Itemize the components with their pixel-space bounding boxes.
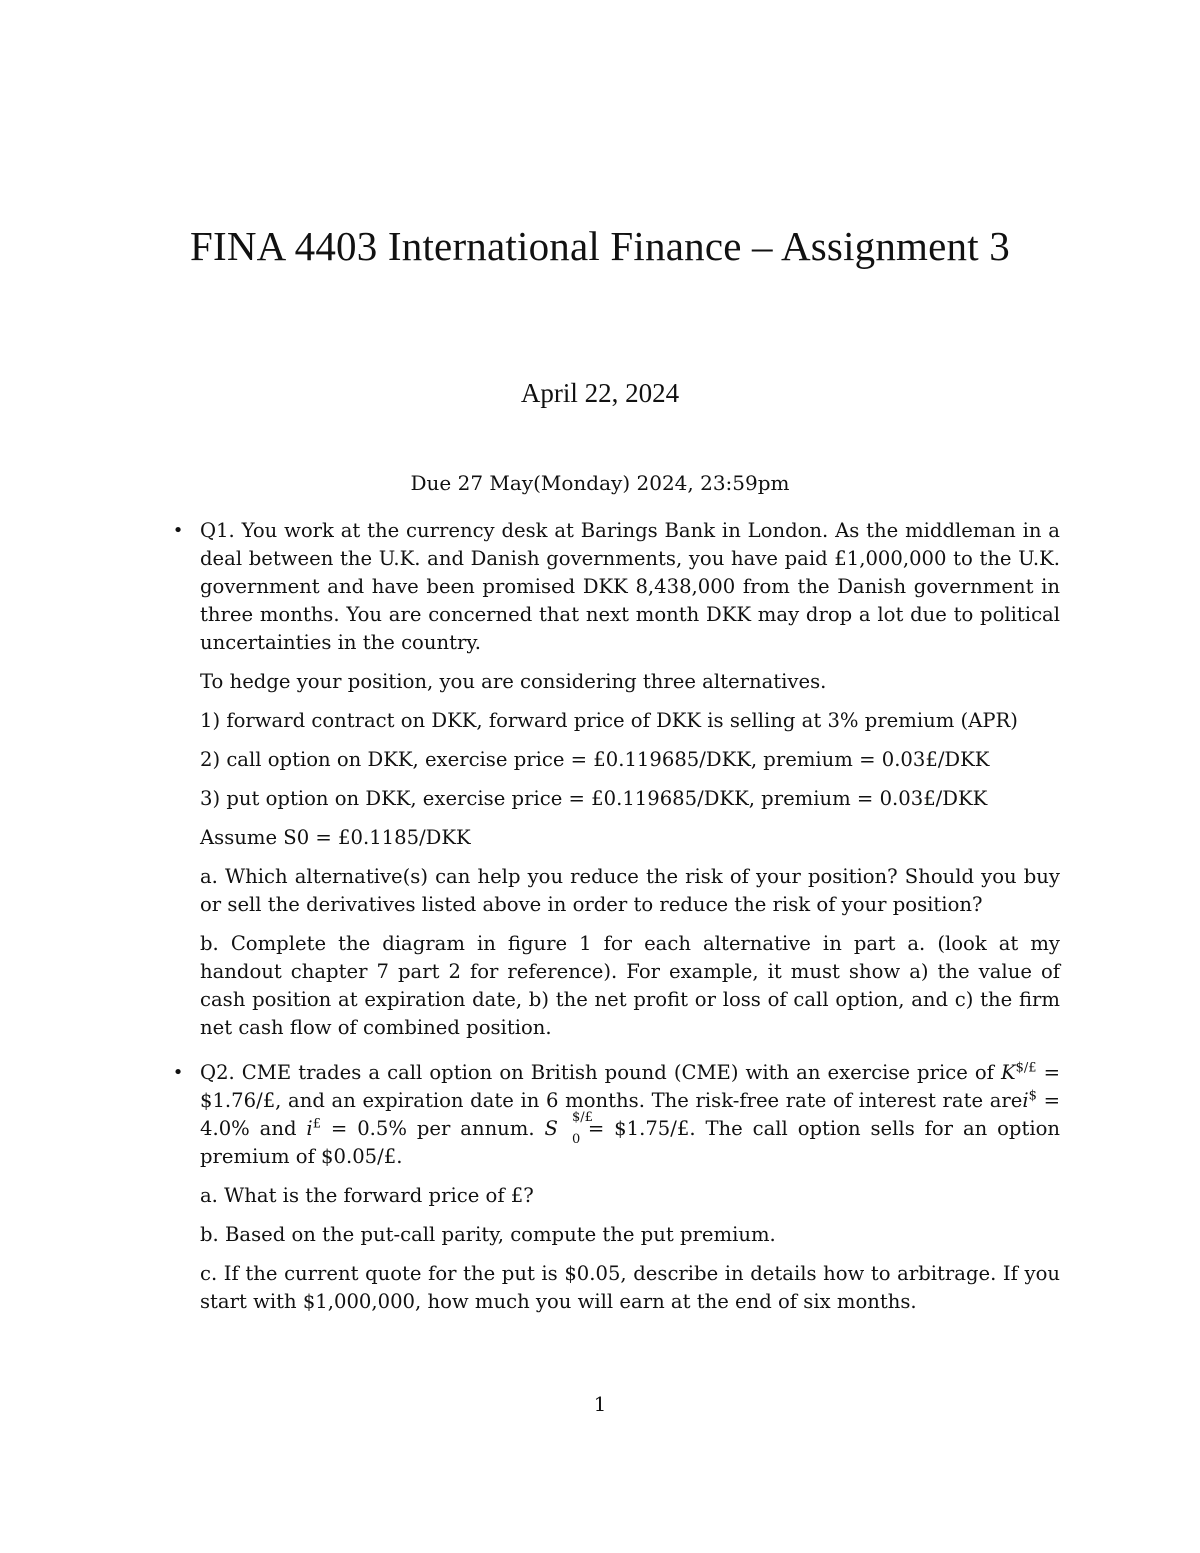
usd-rate-superscript: $: [1028, 1088, 1037, 1104]
q1-alternative-1: 1) forward contract on DKK, forward price of DKK is selling at 3% premium (APR): [200, 709, 1018, 732]
q2-part-c: c. If the current quote for the put is $0.05, describe in details how to arbitrage. If you start with $1,000,000, how much you will earn at the end of six months.: [200, 1262, 1060, 1313]
spot-subscript: 0: [571, 1131, 581, 1147]
q2-text-1: Q2. CME trades a call option on British pound (CME) with an exercise price of: [200, 1061, 994, 1084]
q1-intro: Q1. You work at the currency desk at Barings Bank in London. As the middleman in a deal between the U.K. and Danish governments, you have paid £1,000,000 to the U.K. government and have been promised DKK 8,438,000 from the Danish government in three months. You are concerned that next month DKK may drop a lot due to political uncertainties in the country.: [200, 519, 1060, 654]
q2-intro: [200, 1059, 1060, 1171]
strike-superscript: $/£: [1015, 1060, 1037, 1076]
gbp-rate-superscript: £: [312, 1116, 321, 1132]
bullet-icon: •: [172, 520, 184, 541]
q2-text-2: = $1.76/£, and an expiration date in 6 months. The risk-free rate of interest rate are: [200, 1061, 1061, 1112]
q1-assumption: Assume S0 = £0.1185/DKK: [200, 826, 471, 849]
questions-list: [172, 517, 1061, 1333]
spot-symbol: S: [544, 1117, 558, 1140]
q2-part-a: a. What is the forward price of £?: [200, 1184, 534, 1207]
spot-scripts: [558, 1109, 593, 1147]
document-date: April 22, 2024: [520, 378, 680, 408]
q1-alternative-2: 2) call option on DKK, exercise price = £0.119685/DKK, premium = 0.03£/DKK: [200, 748, 990, 771]
q1-hedge: To hedge your position, you are considering three alternatives.: [200, 670, 827, 693]
strike-symbol: K: [1000, 1061, 1016, 1084]
due-date: Due 27 May(Monday) 2024, 23:59pm: [410, 471, 790, 495]
page-number: 1: [593, 1392, 607, 1416]
document-title: FINA 4403 International Finance – Assignment 3: [190, 223, 1010, 269]
spot-superscript: $/£: [571, 1109, 593, 1125]
q1-alternative-3: 3) put option on DKK, exercise price = £0.119685/DKK, premium = 0.03£/DKK: [200, 787, 988, 810]
q2-text-4: = 0.5% per annum.: [330, 1117, 535, 1140]
bullet-icon: •: [172, 1062, 184, 1083]
usd-rate-symbol: i: [1022, 1089, 1029, 1112]
gbp-rate-symbol: i: [306, 1117, 313, 1140]
question-2: [172, 1059, 1061, 1316]
q2-text-5: = $1.75/£. The call option sells for an option premium of $0.05/£.: [200, 1117, 1061, 1168]
q1-part-b: b. Complete the diagram in figure 1 for each alternative in part a. (look at my handout chapter 7 part 2 for reference). For example, it must show a) the value of cash position at expiration date, b) the net profit or loss of call option, and c) the firm net cash flow of combined position.: [200, 932, 1060, 1039]
q2-part-b: b. Based on the put-call parity, compute the put premium.: [200, 1223, 776, 1246]
question-1: [172, 517, 1060, 1042]
q2-text-3: = 4.0% and: [200, 1089, 1060, 1140]
q1-part-a: a. Which alternative(s) can help you reduce the risk of your position? Should you buy or sell the derivatives listed above in order to reduce the risk of your position?: [200, 865, 1060, 916]
